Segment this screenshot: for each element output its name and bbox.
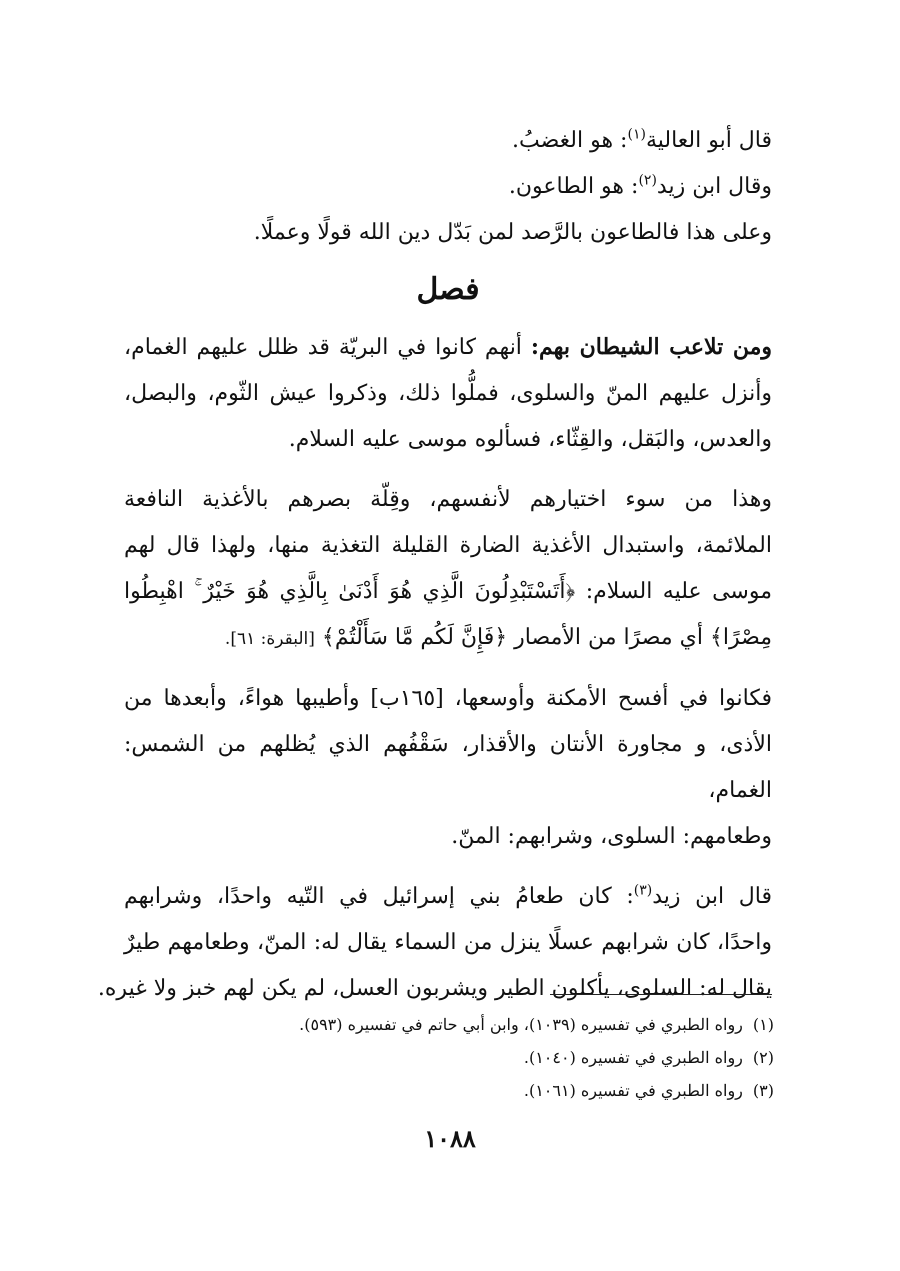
paragraph-line: وهذا من سوء اختيارهم لأنفسهم، وقِلّة بصرهم بالأغذية النافعة: [124, 487, 772, 512]
paragraph-text: موسى عليه السلام:: [585, 579, 773, 604]
paragraph-line: [124, 324, 772, 371]
footnote-number: (١): [752, 1015, 774, 1034]
quran-verse: ﴿فَإِنَّ لَكُم مَّا سَأَلْتُمْ﴾: [321, 625, 508, 650]
paragraph-line: الأذى، و مجاورة الأنتان والأقذار، سَقْفُهم الذي يُظلهم من الشمس: الغمام،: [124, 732, 772, 803]
verse-citation: [البقرة: ٦١].: [224, 629, 315, 649]
footnote-reference[interactable]: (٣): [633, 882, 653, 899]
paragraph-line: والعدس، والبَقل، والقِثّاء، فسألوه موسى عليه السلام.: [288, 427, 772, 452]
intro-text: وقال ابن زيد: [656, 174, 772, 199]
paragraph-line: وأنزل عليهم المنّ والسلوى، فملُّوا ذلك، وذكروا عيش الثّوم، والبصل،: [124, 381, 772, 406]
intro-line-1: [124, 118, 772, 164]
paragraph-line: الملائمة، واستبدال الأغذية الضارة القليلة التغذية منها، ولهذا قال لهم: [124, 533, 772, 558]
footnote-number: (٢): [752, 1048, 774, 1067]
paragraph-3: [124, 676, 772, 860]
footnote: [126, 1074, 774, 1107]
paragraph-line: [124, 874, 772, 920]
paragraph-text: : كان طعامُ بني إسرائيل في التّيه واحدًا، وشرابهم: [124, 884, 634, 909]
paragraph-text: أنهم كانوا في البريّة قد ظلل عليهم الغمام،: [124, 335, 522, 360]
footnote-text: رواه الطبري في تفسيره (١٠٣٩)، وابن أبي حاتم في تفسيره (٥٩٣).: [299, 1015, 743, 1034]
footnote-text: رواه الطبري في تفسيره (١٠٦١).: [523, 1081, 743, 1100]
paragraph-2: [124, 477, 772, 662]
section-heading: فصل: [416, 272, 480, 307]
paragraph-text: أي مصرًا من الأمصار: [514, 625, 703, 650]
paragraph-line: يقال له: السلوى، يأكلون الطير ويشربون العسل، لم يكن لهم خبز ولا غيره.: [97, 976, 772, 1001]
footnote-divider: [550, 994, 772, 995]
paragraph-line: فكانوا في أفسح الأمكنة وأوسعها، [١٦٥ب] وأطيبها هواءً، وأبعدها من: [124, 686, 772, 711]
intro-line-2: [124, 164, 772, 210]
paragraph-line: واحدًا، كان شرابهم عسلًا ينزل من السماء يقال له: المنّ، وطعامهم طيرٌ: [124, 930, 772, 955]
quran-verse: ﴿أَتَسْتَبْدِلُونَ الَّذِي هُوَ أَدْنَىٰ بِالَّذِي هُوَ خَيْرٌ ۚ اهْبِطُوا: [124, 579, 576, 604]
footnote: [126, 1041, 774, 1074]
footnote-reference[interactable]: (١): [627, 126, 646, 143]
quran-verse: مِصْرًا﴾: [709, 625, 772, 650]
footnote-text: رواه الطبري في تفسيره (١٠٤٠).: [523, 1048, 743, 1067]
paragraph-line: [124, 615, 772, 662]
page-body: [97, 118, 773, 1026]
paragraph-line: وطعامهم: السلوى، وشرابهم: المنّ.: [451, 824, 772, 849]
intro-line-3: وعلى هذا فالطاعون بالرَّصد لمن بَدّل دين الله قولًا وعملًا.: [253, 220, 772, 245]
paragraph-lead: ومن تلاعب الشيطان بهم:: [530, 334, 772, 360]
intro-text: قال أبو العالية: [645, 128, 772, 153]
paragraph-4: [97, 874, 772, 1012]
footnotes: [126, 1008, 774, 1107]
intro-text: : هو الغضبُ.: [512, 128, 628, 153]
footnote: [126, 1008, 774, 1041]
footnote-number: (٣): [752, 1081, 774, 1100]
footnote-reference[interactable]: (٢): [638, 172, 657, 189]
paragraph-text: قال ابن زيد: [652, 884, 772, 909]
paragraph-1: [124, 324, 772, 463]
paragraph-line: [124, 569, 772, 615]
page-number: ١٠٨٨: [424, 1124, 476, 1153]
intro-text: : هو الطاعون.: [508, 174, 639, 199]
